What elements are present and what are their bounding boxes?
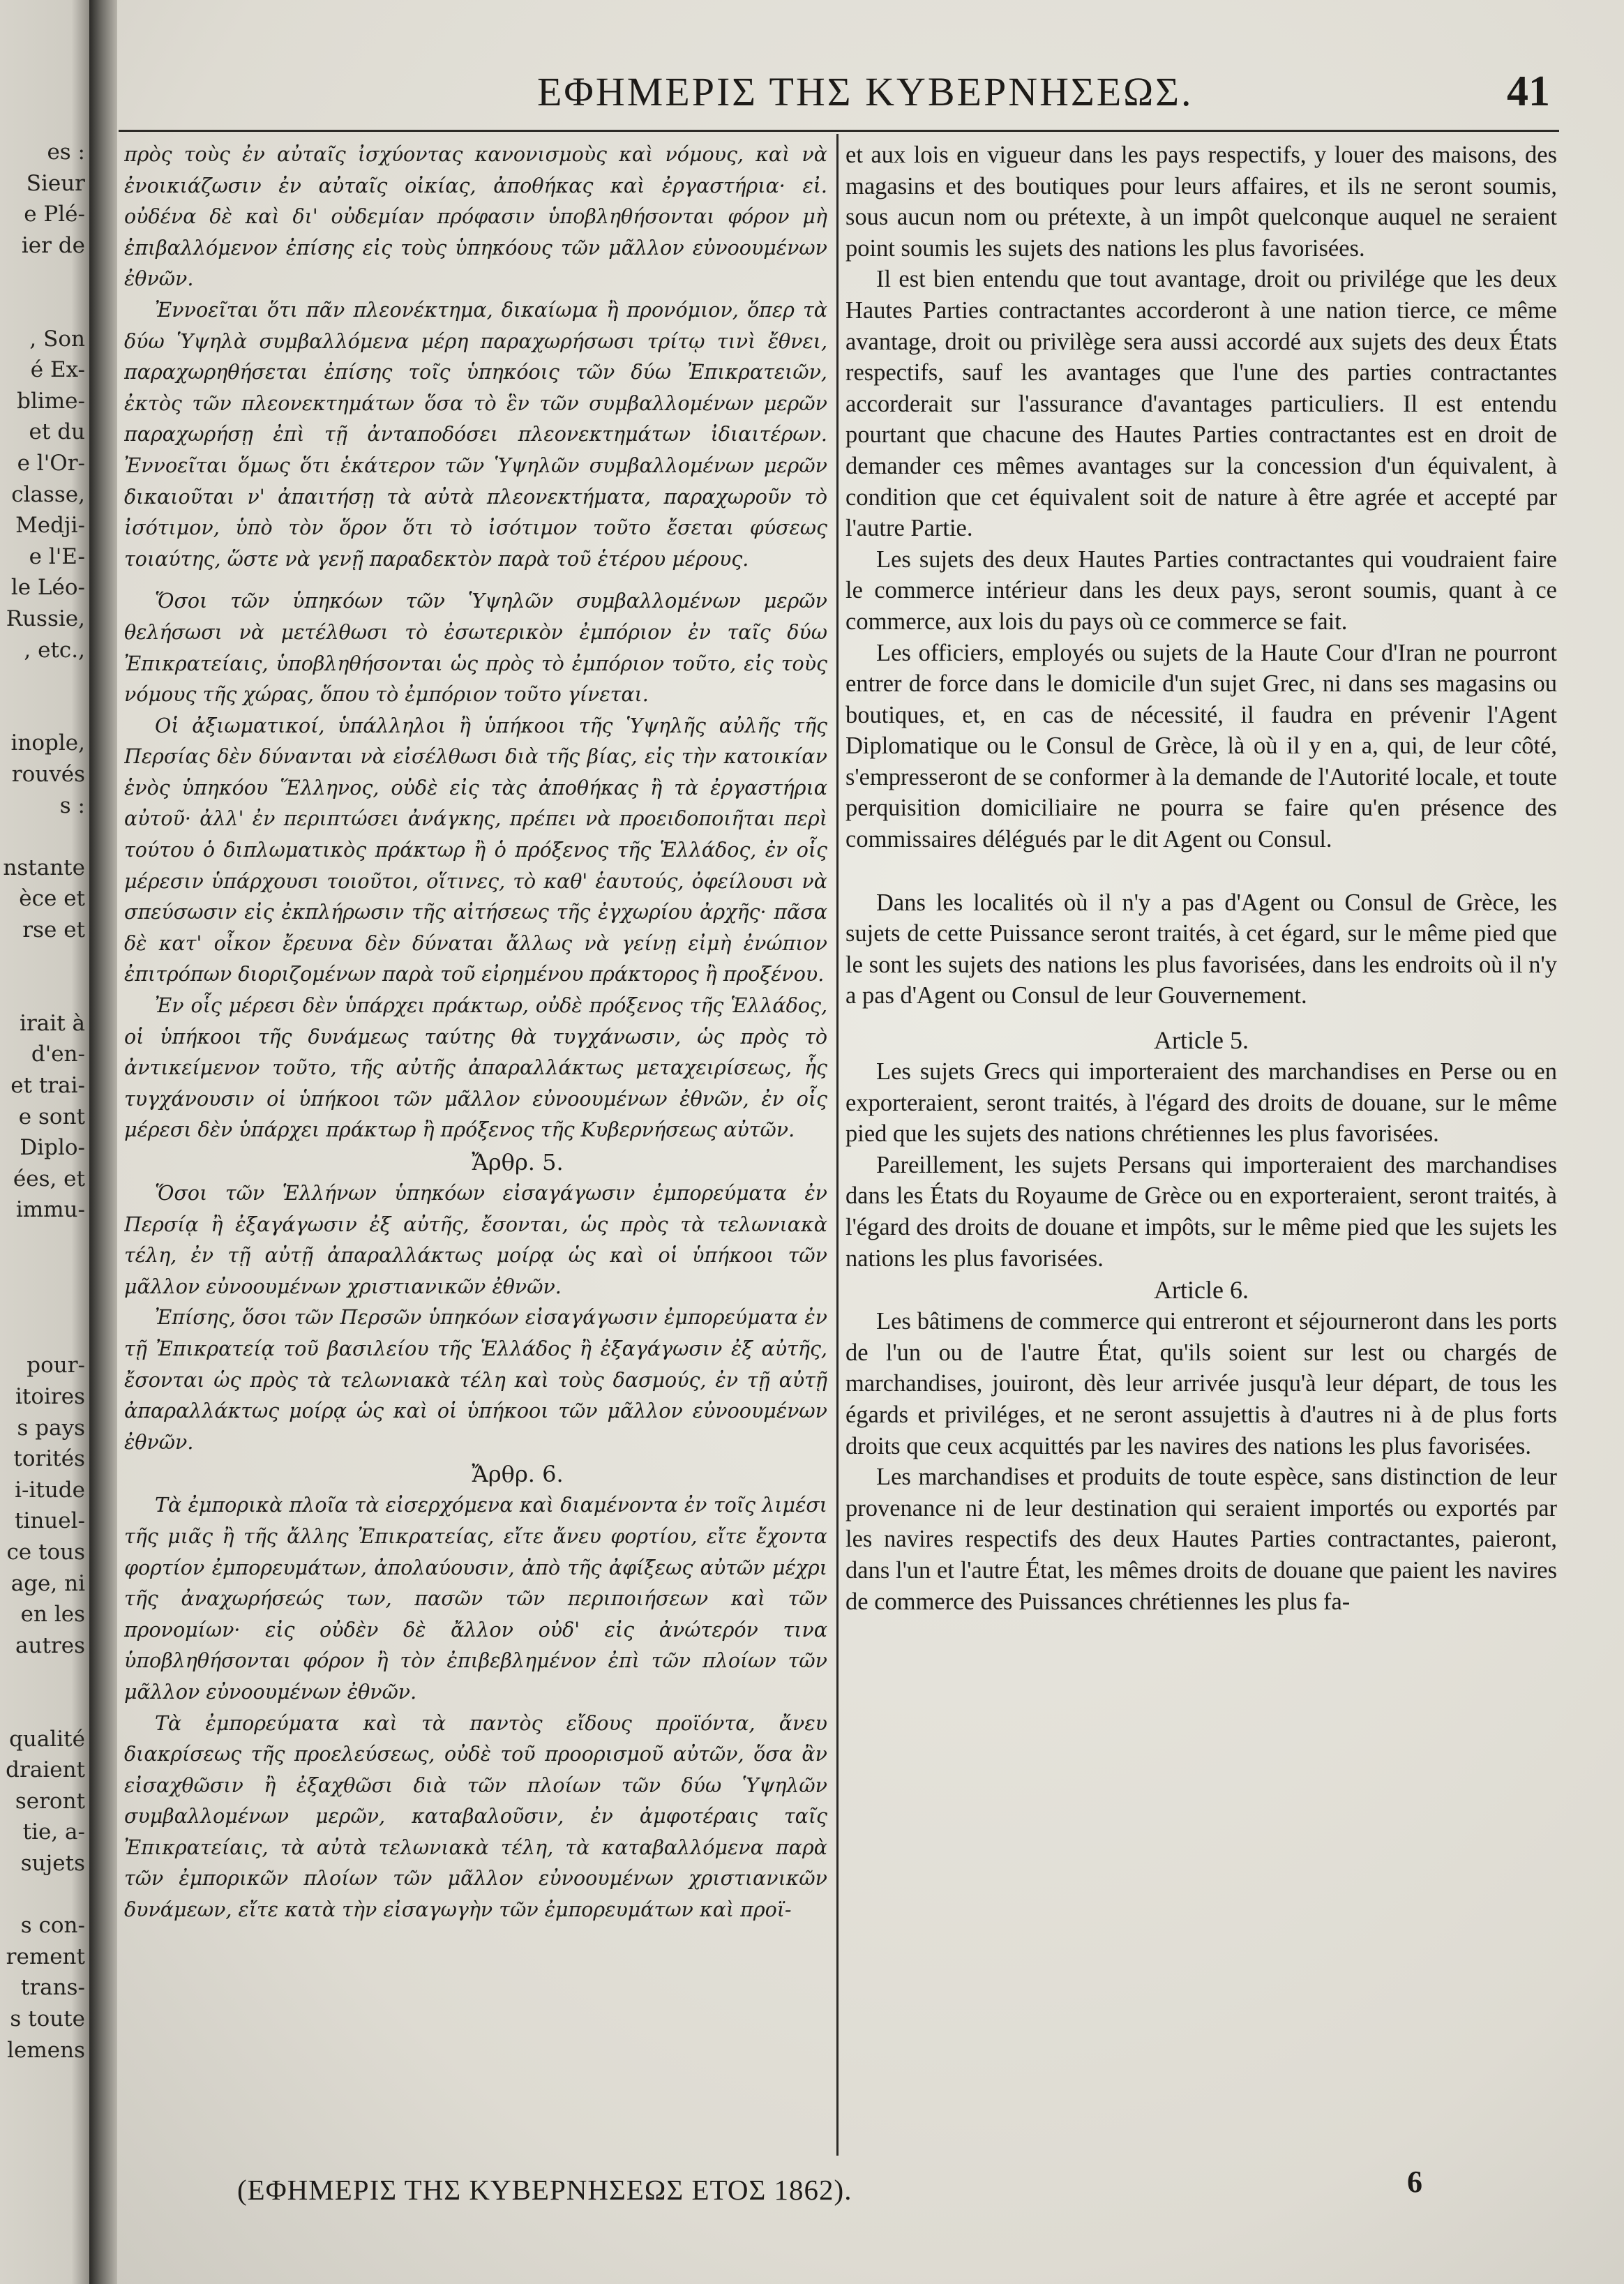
french-paragraph-8: Les bâtimens de commerce qui entreront et séjourneront dans les ports de l'un ou de l'autre État, qu'ils soient sur lest ou chargés de marchandises, jouiront, dès leur arrivée jusqu'à leur départ, de tous les égards et priviléges, et ne seront assujettis à d'autres ni à de plus forts droits que ceux acquittés par les navires des nations les plus favorisées. (845, 1308, 1557, 1459)
previous-page-fragment: èce et (19, 886, 85, 912)
greek-article-5-heading: Ἄρθρ. 5. (472, 1149, 564, 1175)
column-divider (836, 134, 839, 2156)
previous-page-fragment: le Léo- (10, 575, 85, 601)
previous-page-fragment: e sont (18, 1104, 85, 1129)
previous-page-fragment: en les (20, 1602, 85, 1628)
previous-page-fragment: trans- (20, 1975, 85, 2001)
previous-page-fragment: s con- (20, 1913, 85, 1939)
greek-paragraph-9: Τὰ ἐμπορεύματα καὶ τὰ παντὸς εἴδους προϊόντα, ἄνευ διακρίσεως τῆς προελεύσεως, οὐδὲ τοῦ προορισμοῦ αὐτῶν, ὅσα ἂν εἰσαχθῶσιν ἢ ἐξαχθῶσι διὰ τῶν πλοίων τῶν δύω Ὑψηλῶν συμβαλλομένων μερῶν, καταβαλοῦσιν, ἐν ἀμφοτέραις ταῖς Ἐπικρατείαις, τὰ αὐτὰ τελωνιακὰ τέλη, τὰ καταβαλλόμενα παρὰ τῶν ἐμπορικῶν πλοίων τῶν μᾶλλον εὐνοουμένων χριστιανικῶν δυνάμεων, εἴτε κατὰ τὴν εἰσαγωγὴν τῶν ἐμπορευμάτων καὶ προϊ- (124, 1711, 827, 1922)
previous-page-fragment: age, ni (10, 1570, 85, 1596)
previous-page-fragment: et trai- (10, 1073, 85, 1098)
previous-page-fragment: seront (15, 1788, 85, 1814)
greek-article-6-heading: Ἄρθρ. 6. (472, 1461, 564, 1488)
previous-page-fragment: rouvés (11, 762, 85, 787)
previous-page-fragment: ées, et (13, 1166, 85, 1192)
previous-page-fragment: Medji- (15, 513, 85, 539)
page-number: 41 (1507, 68, 1550, 115)
previous-page-margin (0, 0, 89, 2284)
previous-page-fragment: s pays (17, 1415, 85, 1441)
previous-page-fragment: s : (59, 792, 85, 818)
french-paragraph-5: Dans les localités où il n'y a pas d'Agent ou Consul de Grèce, les sujets de cette Puissance seront traités, à cet égard, sur le même pied que le sont les sujets des nations les plus favorisées, dans les endroits où il n'y a pas d'Agent ou Consul de leur Gouvernement. (845, 889, 1557, 1009)
previous-page-fragment: s toute (10, 2006, 85, 2031)
french-column (845, 140, 1557, 2149)
signature-mark: 6 (1407, 2165, 1422, 2199)
previous-page-fragment: draient (6, 1757, 85, 1783)
previous-page-fragment: ce tous (6, 1540, 85, 1565)
previous-page-fragment: nstante (3, 855, 85, 880)
greek-paragraph-5: Ἐν οἷς μέρεσι δὲν ὑπάρχει πράκτωρ, οὐδὲ πρόξενος τῆς Ἑλλάδος, οἱ ὑπήκοοι τῆς δυνάμεως ταύτης θὰ τυγχάνωσιν, ὡς πρὸς τὸ ἀντικείμενον τοῦτο, τῆς αὐτῆς ἀπαραλλάκτως μεταχειρίσεως, ἧς τυγχάνουσιν οἱ ὑπήκοοι τῶν μᾶλλον εὐνοουμένων ἐθνῶν, ἐν οἷς μέρεσι δὲν ὑπάρχει πράκτωρ ἢ πρόξενος τῆς Κυβερνήσεως αὐτῶν. (124, 994, 827, 1142)
french-paragraph-9: Les marchandises et produits de toute espèce, sans distinction de leur provenance ni de leur destination qui seraient importés ou exportés par les navires respectifs des deux Hautes Parties contractantes, paieront, dans l'un et l'autre État, les mêmes droits de douane que paient les navires de commerce des Puissances chrétiennes les plus fa- (845, 1464, 1557, 1615)
greek-column (124, 140, 827, 2149)
previous-page-fragment: tie, a- (22, 1819, 85, 1845)
previous-page-fragment: autres (15, 1632, 85, 1658)
previous-page-fragment: Diplo- (20, 1135, 85, 1161)
previous-page-fragment: torités (13, 1446, 85, 1472)
greek-paragraph-4: Οἱ ἀξιωματικοί, ὑπάλληλοι ἢ ὑπήκοοι τῆς Ὑψηλῆς αὐλῆς τῆς Περσίας δὲν δύνανται νὰ εἰσέλθωσι διὰ τῆς βίας, εἰς τὴν κατοικίαν ἑνὸς ὑπηκόου Ἕλληνος, οὐδὲ εἰς τὰς ἀποθήκας ἢ τὰ ἐργαστήρια αὐτοῦ· ἀλλ' ἐν περιπτώσει ἀνάγκης, πρέπει νὰ προειδοποιῆται περὶ τούτου ὁ διπλωματικὸς πράκτωρ ἢ ὁ πρόξενος τῆς Ἑλλάδος, ἐν οἷς μέρεσιν ὑπάρχουσι τοιοῦτοι, οἵτινες, τὸ καθ' ἑαυτούς, ὀφείλουσι νὰ σπεύσωσιν εἰς ἐκπλήρωσιν τῆς αἰτήσεως τῆς ἐγχωρίου ἀρχῆς· πᾶσα δὲ κατ' οἶκον ἔρευνα δὲν δύναται ἄλλως νὰ γείνῃ εἰμὴ ἐνώπιον ἐπιτρόπων διοριζομένων παρὰ τοῦ εἰρημένου πράκτορος ἢ προξένου. (124, 714, 827, 986)
greek-paragraph-2: Ἐννοεῖται ὅτι πᾶν πλεονέκτημα, δικαίωμα ἢ προνόμιον, ὅπερ τὰ δύω Ὑψηλὰ συμβαλλόμενα μέρη παραχωρήσωσι τρίτῳ τινὶ ἔθνει, παραχωρηθήσεται ἐπίσης τοῖς ὑπηκόοις τῶν δύω Ἐπικρατειῶν, ἐκτὸς τῶν πλεονεκτημάτων ὅσα τὸ ἓν τῶν συμβαλλομένων μερῶν παραχωρήσῃ ἐπὶ τῇ ἀνταποδόσει πλεονεκτημάτων ἰδιαιτέρων. Ἐννοεῖται ὅμως ὅτι ἑκάτερον τῶν Ὑψηλῶν συμβαλλομένων μερῶν δικαιοῦται ν' ἀπαιτήσῃ τὰ αὐτὰ πλεονεκτήματα, παραχωροῦν τὸ ἰσότιμον, ὑπὸ τὸν ὅρον ὅτι τὸ ἰσότιμον τοῦτο ἔσεται φύσεως τοιαύτης, ὥστε νὰ γενῇ παραδεκτὸν παρὰ τοῦ ἑτέρου μέρους. (124, 298, 827, 571)
previous-page-fragment: qualité (9, 1726, 85, 1752)
previous-page-fragment: Russie, (6, 606, 85, 631)
previous-page-fragment: rement (6, 1944, 85, 1969)
previous-page-fragment: ier de (21, 232, 85, 258)
previous-page-fragment: , Son (29, 326, 85, 352)
french-paragraph-1: et aux lois en vigueur dans les pays respectifs, y louer des maisons, des magasins et des boutiques pour leurs affaires, et ils ne seront soumis, sous aucun nom ou prétexte, à un impôt quelconque auquel ne seraient point soumis les sujets des nations les plus favorisées. (845, 142, 1557, 262)
greek-paragraph-7: Ἐπίσης, ὅσοι τῶν Περσῶν ὑπηκόων εἰσαγάγωσιν ἐμπορεύματα ἐν τῇ Ἐπικρατείᾳ τοῦ βασιλείου τῆς Ἑλλάδος ἢ ἐξαγάγωσιν ἐξ αὐτῆς, ἔσονται ὡς πρὸς τὰ τελωνιακὰ τέλη καὶ τοὺς δασμούς, ἐν τῇ αὐτῇ ἀπαραλλάκτως μοίρᾳ ὡς καὶ οἱ ὑπήκοοι τῶν μᾶλλον εὐνοουμένων ἐθνῶν. (124, 1306, 827, 1454)
previous-page-fragment: lemens (7, 2037, 85, 2063)
french-paragraph-7: Pareillement, les sujets Persans qui importeraient des marchandises dans les États du Royaume de Grèce ou en exporteraient, seront traités, à l'égard des droits de douane et impôts, sur le même pied que les sujets les nations les plus favorisées. (845, 1151, 1557, 1272)
previous-page-fragment: e Plé- (24, 202, 85, 227)
previous-page-fragment: rse et (22, 917, 85, 942)
previous-page-fragment: immu- (15, 1197, 85, 1223)
previous-page-fragment: d'en- (31, 1042, 85, 1067)
french-paragraph-6: Les sujets Grecs qui importeraient des marchandises en Perse ou en exporteraient, seront traités, à l'égard des droits de douane, sur le même pied que les sujets des nations chrétiennes les plus favorisées. (845, 1058, 1557, 1148)
greek-paragraph-1: πρὸς τοὺς ἐν αὐταῖς ἰσχύοντας κανονισμοὺς καὶ νόμους, καὶ νὰ ἐνοικιάζωσιν ἐν αὐταῖς οἰκίας, ἀποθήκας καὶ ἐργαστήρια· εἰ. οὐδένα δὲ καὶ δι' οὐδεμίαν πρόφασιν ὑποβληθήσονται φόρον μὴ ἐπιβαλλόμενον ἐπίσης εἰς τοὺς ὑπηκόους τῶν μᾶλλον εὐνοουμένων ἐθνῶν. (124, 143, 827, 291)
previous-page-fragment: sujets (20, 1851, 85, 1876)
previous-page-fragment: e l'Or- (17, 451, 85, 476)
previous-page-fragment: Sieur (26, 170, 85, 196)
previous-page-fragment: pour- (27, 1353, 85, 1378)
french-article-6-heading: Article 6. (1154, 1276, 1249, 1305)
greek-paragraph-8: Τὰ ἐμπορικὰ πλοῖα τὰ εἰσερχόμενα καὶ διαμένοντα ἐν τοῖς λιμέσι τῆς μιᾶς ἢ τῆς ἄλλης Ἐπικρατείας, εἴτε ἄνευ φορτίου, εἴτε ἔχοντα φορτίον ἐμπορευμάτων, ἀπολαύουσιν, ἀπὸ τῆς ἀφίξεως αὐτῶν μέχρι τῆς ἀναχωρήσεώς των, πασῶν τῶν περιποιήσεων καὶ τῶν προνομίων· εἰς οὐδὲν δὲ ἄλλον οὐδ' εἰς ἀνώτερόν τινα ὑποβληθήσονται φόρον ἢ τὸν ἐπιβεβλημένον ἐπὶ τῶν πλοίων τῶν μᾶλλον εὐνοουμένων ἐθνῶν. (124, 1494, 827, 1704)
greek-paragraph-6: Ὅσοι τῶν Ἑλλήνων ὑπηκόων εἰσαγάγωσιν ἐμπορεύματα ἐν Περσίᾳ ἢ ἐξαγάγωσιν ἐξ αὐτῆς, ἔσονται, ὡς πρὸς τὰ τελωνιακὰ τέλη, ἐν τῇ αὐτῇ ἀπαραλλάκτως μοίρᾳ ὡς καὶ οἱ ὑπήκοοι τῶν μᾶλλον εὐνοουμένων χριστιανικῶν ἐθνῶν. (124, 1182, 827, 1298)
previous-page-fragment: es : (47, 140, 85, 165)
french-paragraph-3: Les sujets des deux Hautes Parties contractantes qui voudraient faire le commerce intérieur dans les deux pays, seront soumis, quant à ce commerce, aux lois du pays où ce commerce se fait. (845, 546, 1557, 635)
previous-page-fragment: classe, (11, 481, 85, 507)
header-rule (119, 130, 1559, 132)
previous-page-fragment: irait à (20, 1010, 85, 1036)
french-paragraph-2: Il est bien entendu que tout avantage, droit ou privilége que les deux Hautes Parties contractantes accorderont à une nation tierce, ce même avantage, droit ou privilège sera aussi accordé aux sujets des deux États respectifs, sauf les avantages que l'une des parties contractantes accorderait sur l'assurance d'avantages particuliers. Il est entendu pourtant que chacune des Hautes Parties contractantes est en droit de demander ces mêmes avantages sur la concession d'un équivalent, à condition que cet équivalent soit de nature à être agrée et accepté par l'autre Partie. (845, 266, 1557, 542)
french-article-5-heading: Article 5. (1154, 1026, 1249, 1055)
previous-page-fragment: tinuel- (14, 1508, 85, 1534)
previous-page-fragment: é Ex- (30, 357, 85, 383)
running-title: ΕΦΗΜΕΡΙΣ ΤΗΣ ΚΥΒΕΡΝΗΣΕΩΣ. (537, 69, 1194, 114)
previous-page-fragment: itoires (15, 1384, 85, 1409)
previous-page-fragment: , etc., (24, 637, 85, 663)
french-paragraph-4: Les officiers, employés ou sujets de la Haute Cour d'Iran ne pourront entrer de force dans le domicile d'un sujet Grec, ni dans ses magasins ou boutiques, et, en cas de nécessité, il faudra en prévenir l'Agent Diplomatique ou le Consul de Grèce, là où il y en a, qui, de leur côté, s'empresseront de se conformer à la demande de l'Autorité locale, et toute perquisition domiciliaire ne pourra se faire qu'en présence des commissaires délégués par le dit Agent ou Consul. (845, 639, 1557, 853)
previous-page-fragment: inople, (10, 730, 85, 756)
previous-page-fragment: et du (29, 419, 85, 445)
book-gutter (89, 0, 117, 2284)
previous-page-fragment: blime- (17, 388, 85, 414)
previous-page-fragment: i-itude (15, 1477, 85, 1503)
footer-imprint: (ΕΦΗΜΕΡΙΣ ΤΗΣ ΚΥΒΕΡΝΗΣΕΩΣ ΕΤΟΣ 1862). (237, 2174, 852, 2206)
greek-paragraph-3: Ὅσοι τῶν ὑπηκόων τῶν Ὑψηλῶν συμβαλλομένων μερῶν θελήσωσι νὰ μετέλθωσι τὸ ἐσωτερικὸν ἐμπόριον ἐν ταῖς δύω Ἐπικρατείαις, ὑποβληθήσονται ὡς πρὸς τὸ ἐμπόριον τοῦτο, εἰς τοὺς νόμους τῆς χώρας, ὅπου τὸ ἐμπόριον τοῦτο γίνεται. (124, 589, 827, 707)
previous-page-fragment: e l'E- (29, 543, 85, 569)
